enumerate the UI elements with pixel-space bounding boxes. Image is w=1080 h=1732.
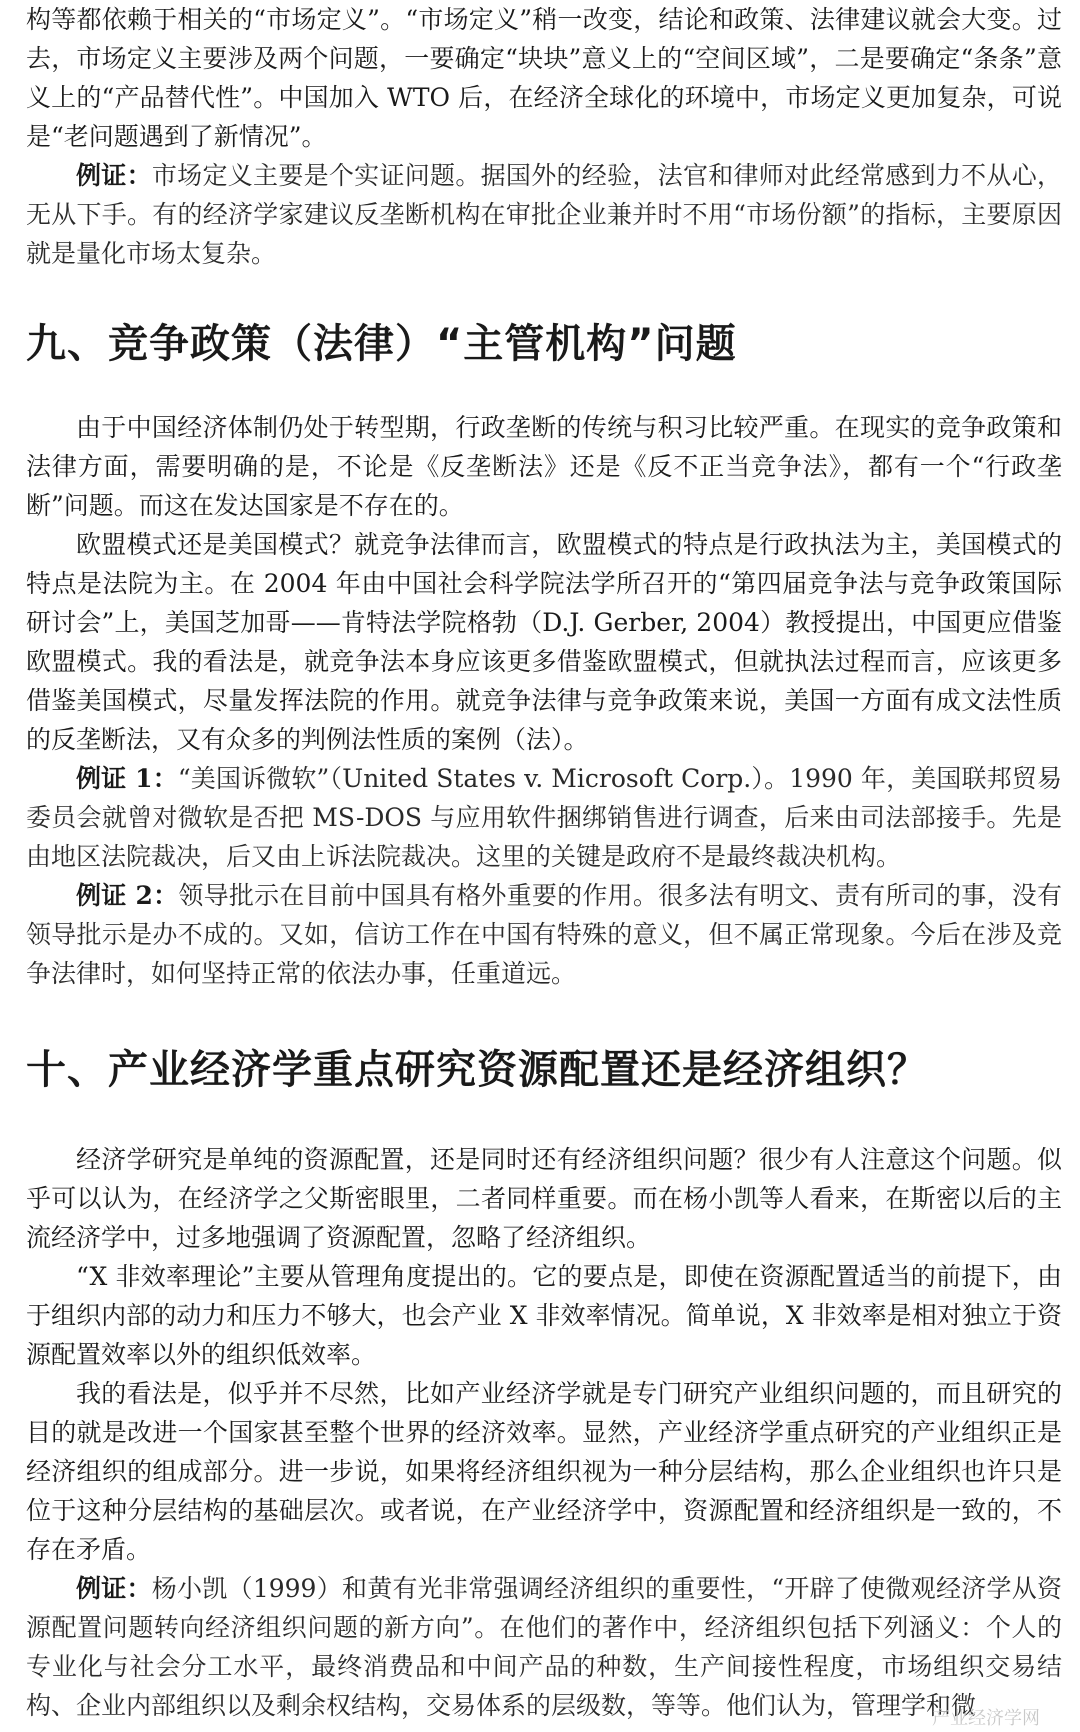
- section-10-example: [26, 1569, 1062, 1725]
- section-9-example-2: [26, 876, 1062, 993]
- example-text: 市场定义主要是个实证问题。据国外的经验，法官和律师对此经常感到力不从心，无从下手。有的经济学家建议反垄断机构在审批企业兼并时不用“市场份额”的指标，主要原因就是量化市场太复杂。: [26, 161, 1062, 268]
- section-10-paragraph: “X 非效率理论”主要从管理角度提出的。它的要点是，即使在资源配置适当的前提下，由于组织内部的动力和压力不够大，也会产业 X 非效率情况。简单说，X 非效率是相对独立于资源配置效率以外的组织低效率。: [26, 1262, 1062, 1369]
- section-9-paragraph: 由于中国经济体制仍处于转型期，行政垄断的传统与积习比较严重。在现实的竞争政策和法律方面，需要明确的是，不论是《反垄断法》还是《反不正当竞争法》，都有一个“行政垄断”问题。而这在发达国家是不存在的。: [26, 413, 1062, 520]
- intro-paragraph: 构等都依赖于相关的“市场定义”。“市场定义”稍一改变，结论和政策、法律建议就会大变。过去，市场定义主要涉及两个问题，一要确定“块块”意义上的“空间区域”，二是要确定“条条”意义上的“产品替代性”。中国加入 WTO 后，在经济全球化的环境中，市场定义更加复杂，可说是“老问题遇到了新情况”。: [26, 5, 1062, 151]
- section-10-body: [26, 1140, 1062, 1725]
- section-10-paragraph: 我的看法是，似乎并不尽然，比如产业经济学就是专门研究产业组织问题的，而且研究的目的就是改进一个国家甚至整个世界的经济效率。显然，产业经济学重点研究的产业组织正是经济组织的组成部分。进一步说，如果将经济组织视为一种分层结构，那么企业组织也许只是位于这种分层结构的基础层次。或者说，在产业经济学中，资源配置和经济组织是一致的，不存在矛盾。: [26, 1379, 1062, 1564]
- watermark: 产业经济学网: [932, 1708, 1040, 1729]
- section-10-paragraph: 经济学研究是单纯的资源配置，还是同时还有经济组织问题？很少有人注意这个问题。似乎可以认为，在经济学之父斯密眼里，二者同样重要。而在杨小凯等人看来，在斯密以后的主流经济学中，过多地强调了资源配置，忽略了经济组织。: [26, 1145, 1062, 1252]
- example-label: 例证：: [76, 1574, 152, 1603]
- example-text: 杨小凯（1999）和黄有光非常强调经济组织的重要性，“开辟了使微观经济学从资源配置问题转向经济组织问题的新方向”。在他们的著作中，经济组织包括下列涵义：个人的专业化与社会分工水平，最终消费品和中间产品的种数，生产间接性程度，市场组织交易结构、企业内部组织以及剩余权结构，交易体系的层级数，等等。他们认为，管理学和微: [26, 1574, 1062, 1720]
- section-9-heading: 九、竞争政策（法律）“主管机构”问题: [26, 321, 737, 367]
- section-10-heading: 十、产业经济学重点研究资源配置还是经济组织？: [26, 1047, 928, 1093]
- example-label: 例证 1：: [76, 764, 178, 793]
- example-text: “美国诉微软”（United States v. Microsoft Corp.）。1990 年，美国联邦贸易委员会就曾对微软是否把 MS-DOS 与应用软件捆绑销售进行调查，后来由司法部接手。先是由地区法院裁决，后又由上诉法院裁决。这里的关键是政府不是最终裁决机构。: [26, 764, 1062, 871]
- intro-example: [26, 156, 1062, 273]
- example-text: 领导批示在目前中国具有格外重要的作用。很多法有明文、责有所司的事，没有领导批示是办不成的。又如，信访工作在中国有特殊的意义，但不属正常现象。今后在涉及竞争法律时，如何坚持正常的依法办事，任重道远。: [26, 881, 1062, 988]
- intro-section: [26, 0, 1062, 273]
- example-label: 例证：: [76, 161, 152, 190]
- example-label: 例证 2：: [76, 881, 179, 910]
- section-9-body: [26, 408, 1062, 993]
- section-9-example-1: [26, 759, 1062, 876]
- section-9-paragraph: 欧盟模式还是美国模式？就竞争法律而言，欧盟模式的特点是行政执法为主，美国模式的特点是法院为主。在 2004 年由中国社会科学院法学所召开的“第四届竞争法与竞争政策国际研讨会”上，美国芝加哥——肯特法学院格勃（D.J. Gerber, 2004）教授提出，中国更应借鉴欧盟模式。我的看法是，就竞争法本身应该更多借鉴欧盟模式，但就执法过程而言，应该更多借鉴美国模式，尽量发挥法院的作用。就竞争法律与竞争政策来说，美国一方面有成文法性质的反垄断法，又有众多的判例法性质的案例（法）。: [26, 530, 1062, 754]
